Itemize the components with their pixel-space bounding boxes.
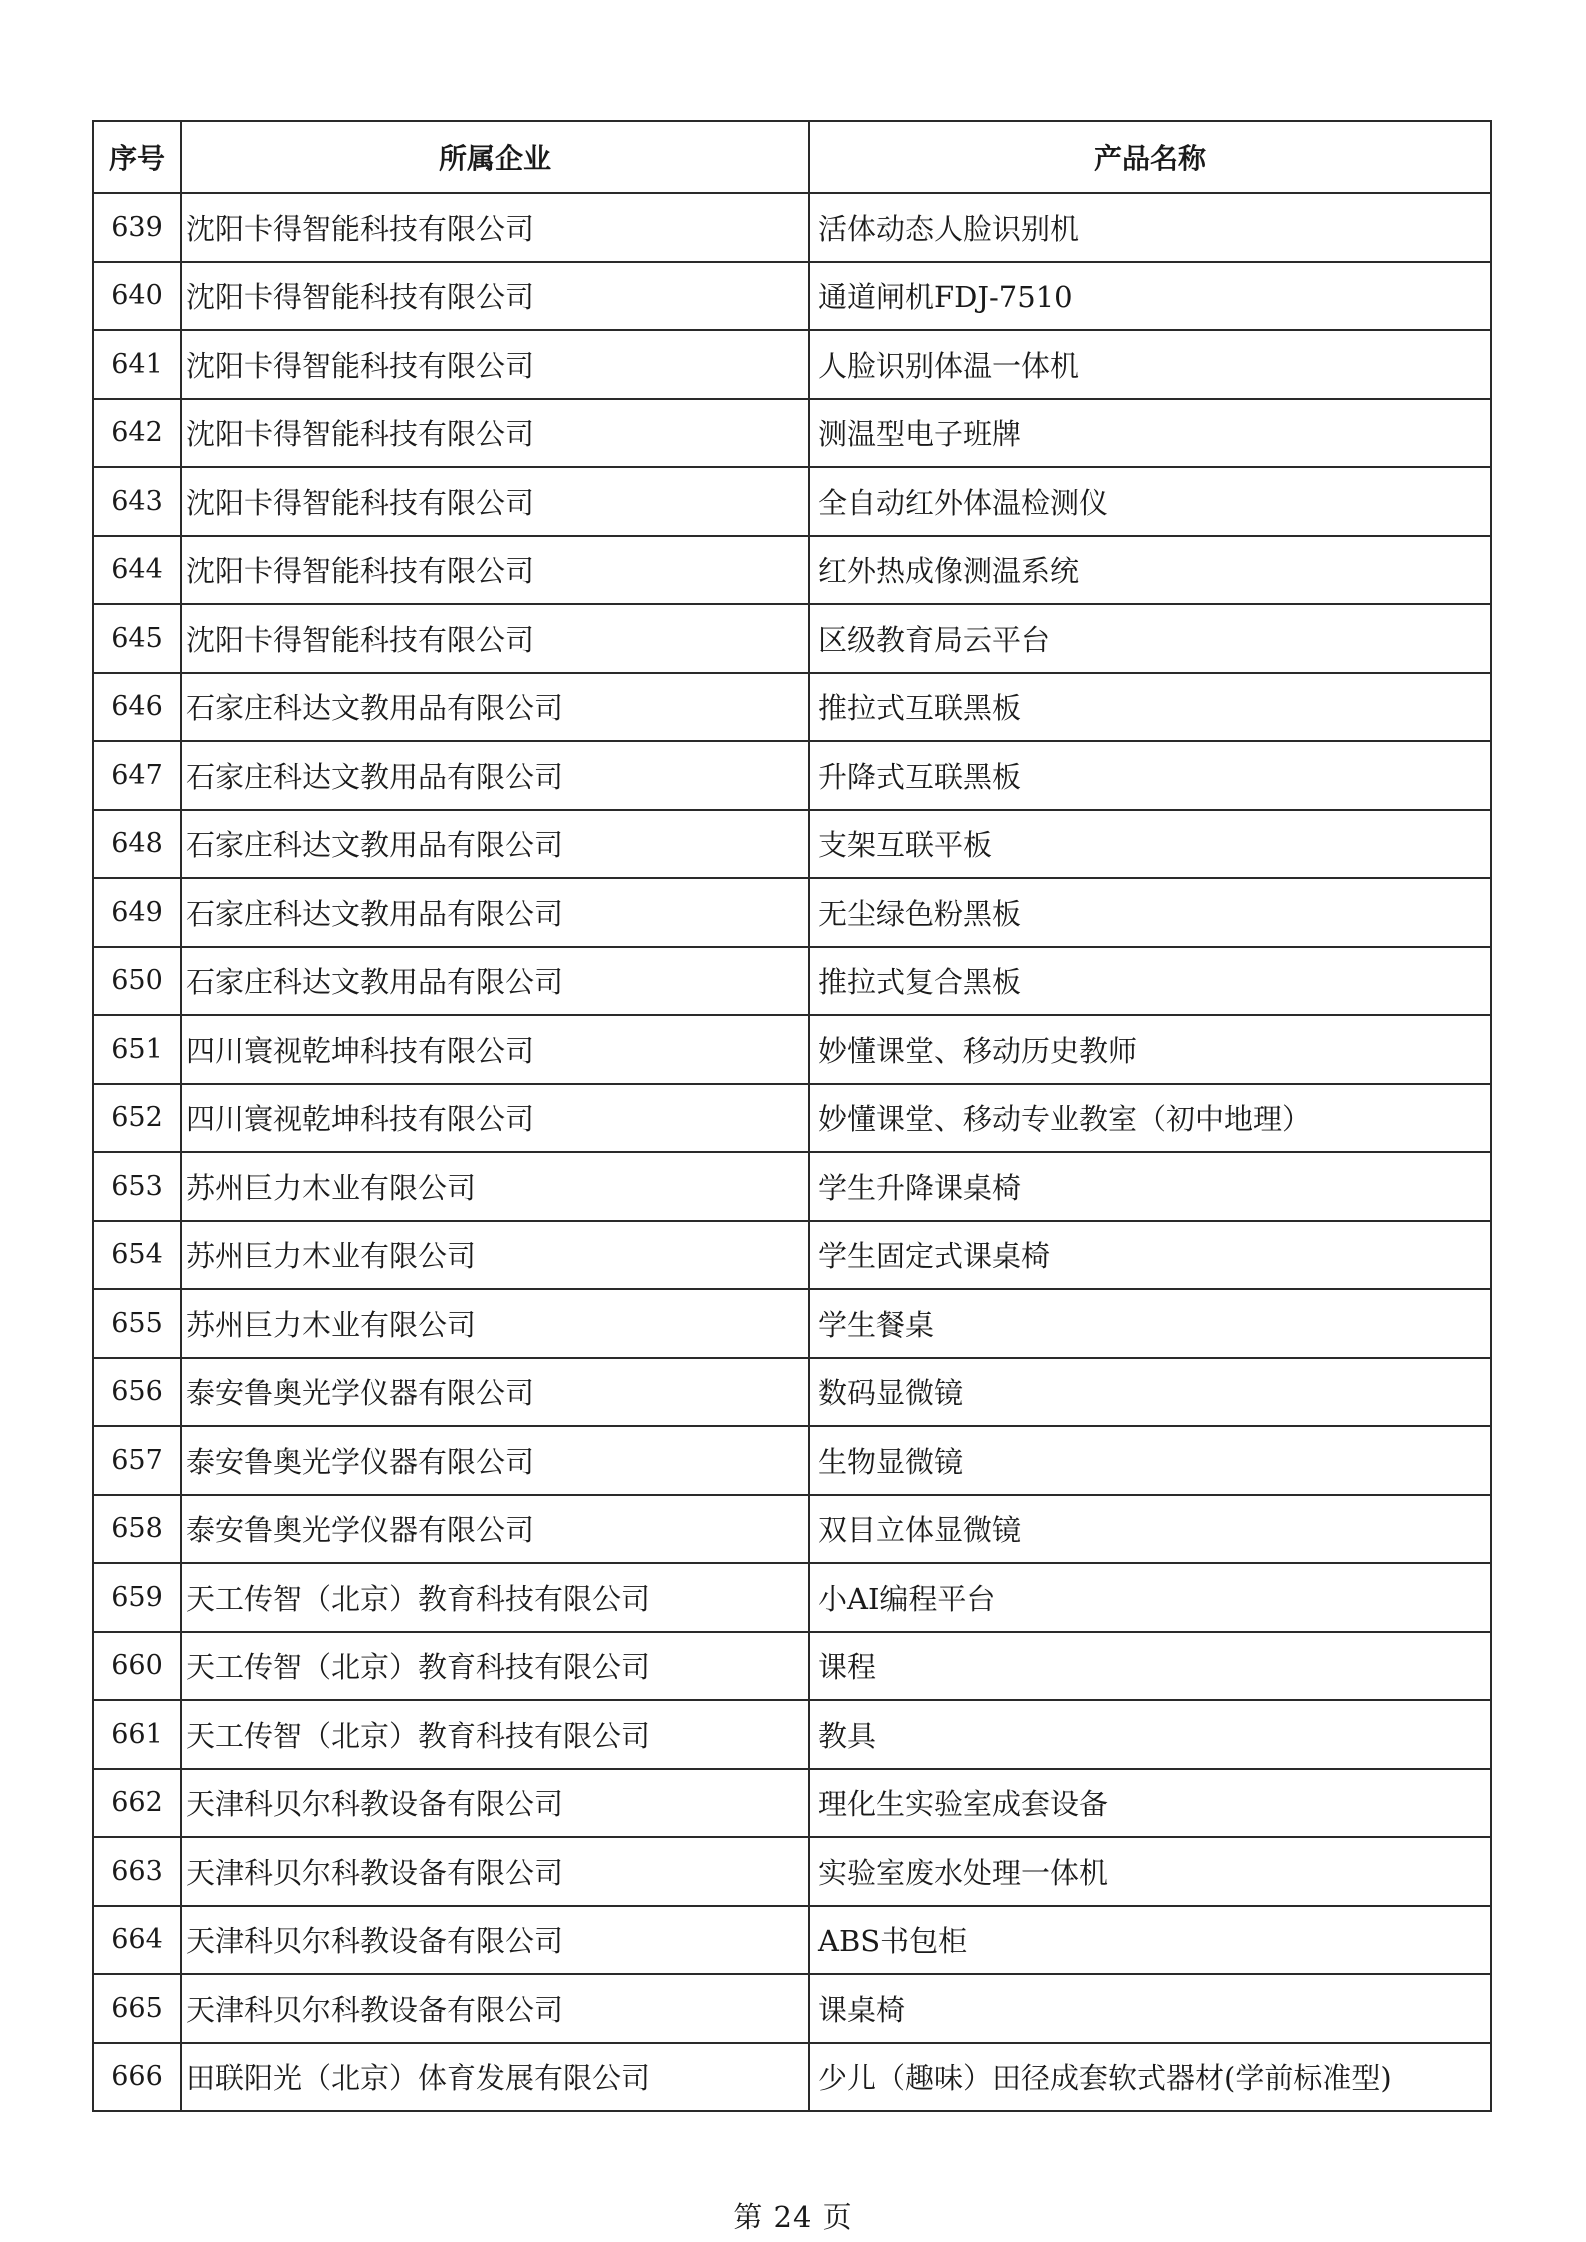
- product-list-table: [92, 120, 1492, 2112]
- row-company: 石家庄科达文教用品有限公司: [181, 878, 809, 947]
- row-product-name: 测温型电子班牌: [809, 399, 1491, 468]
- table-row: [93, 2043, 1491, 2112]
- row-product-name: 数码显微镜: [809, 1358, 1491, 1427]
- row-product-name: ABS书包柜: [809, 1906, 1491, 1975]
- row-serial-number: 639: [93, 193, 181, 262]
- row-product-name: 区级教育局云平台: [809, 604, 1491, 673]
- table-row: [93, 604, 1491, 673]
- row-company: 天工传智（北京）教育科技有限公司: [181, 1563, 809, 1632]
- row-serial-number: 646: [93, 673, 181, 742]
- row-product-name: 少儿（趣味）田径成套软式器材(学前标准型): [809, 2043, 1491, 2112]
- row-product-name: 推拉式复合黑板: [809, 947, 1491, 1016]
- table-row: [93, 1221, 1491, 1290]
- row-product-name: 妙懂课堂、移动历史教师: [809, 1015, 1491, 1084]
- row-serial-number: 663: [93, 1837, 181, 1906]
- row-serial-number: 642: [93, 399, 181, 468]
- table-row: [93, 1632, 1491, 1701]
- header-row: [93, 121, 1491, 193]
- table-row: [93, 741, 1491, 810]
- row-company: 田联阳光（北京）体育发展有限公司: [181, 2043, 809, 2112]
- row-company: 沈阳卡得智能科技有限公司: [181, 193, 809, 262]
- row-company: 沈阳卡得智能科技有限公司: [181, 399, 809, 468]
- row-product-name: 升降式互联黑板: [809, 741, 1491, 810]
- row-company: 泰安鲁奥光学仪器有限公司: [181, 1426, 809, 1495]
- row-company: 天工传智（北京）教育科技有限公司: [181, 1700, 809, 1769]
- row-product-name: 学生升降课桌椅: [809, 1152, 1491, 1221]
- table-row: [93, 1769, 1491, 1838]
- row-company: 泰安鲁奥光学仪器有限公司: [181, 1495, 809, 1564]
- table-row: [93, 878, 1491, 947]
- row-company: 石家庄科达文教用品有限公司: [181, 741, 809, 810]
- row-serial-number: 656: [93, 1358, 181, 1427]
- row-product-name: 课程: [809, 1632, 1491, 1701]
- row-product-name: 学生固定式课桌椅: [809, 1221, 1491, 1290]
- row-serial-number: 662: [93, 1769, 181, 1838]
- row-product-name: 课桌椅: [809, 1974, 1491, 2043]
- row-serial-number: 645: [93, 604, 181, 673]
- row-company: 石家庄科达文教用品有限公司: [181, 810, 809, 879]
- table-row: [93, 536, 1491, 605]
- row-company: 四川寰视乾坤科技有限公司: [181, 1084, 809, 1153]
- row-product-name: 小AI编程平台: [809, 1563, 1491, 1632]
- row-product-name: 学生餐桌: [809, 1289, 1491, 1358]
- row-serial-number: 660: [93, 1632, 181, 1701]
- table-row: [93, 1495, 1491, 1564]
- table-row: [93, 1084, 1491, 1153]
- row-serial-number: 657: [93, 1426, 181, 1495]
- table-body: [93, 193, 1491, 2111]
- table-row: [93, 810, 1491, 879]
- table-row: [93, 1563, 1491, 1632]
- page-number: 第 24 页: [733, 2200, 853, 2234]
- table-row: [93, 1426, 1491, 1495]
- table-row: [93, 399, 1491, 468]
- row-product-name: 生物显微镜: [809, 1426, 1491, 1495]
- row-product-name: 实验室废水处理一体机: [809, 1837, 1491, 1906]
- header-company: 所属企业: [181, 121, 809, 193]
- table-row: [93, 193, 1491, 262]
- row-company: 四川寰视乾坤科技有限公司: [181, 1015, 809, 1084]
- row-serial-number: 640: [93, 262, 181, 331]
- table-row: [93, 467, 1491, 536]
- row-company: 沈阳卡得智能科技有限公司: [181, 262, 809, 331]
- row-serial-number: 648: [93, 810, 181, 879]
- row-serial-number: 644: [93, 536, 181, 605]
- row-product-name: 通道闸机FDJ-7510: [809, 262, 1491, 331]
- row-company: 石家庄科达文教用品有限公司: [181, 947, 809, 1016]
- row-serial-number: 647: [93, 741, 181, 810]
- table-row: [93, 1289, 1491, 1358]
- header-product-name: 产品名称: [809, 121, 1491, 193]
- table-row: [93, 1152, 1491, 1221]
- row-company: 天津科贝尔科教设备有限公司: [181, 1974, 809, 2043]
- row-serial-number: 643: [93, 467, 181, 536]
- row-company: 天津科贝尔科教设备有限公司: [181, 1769, 809, 1838]
- table-row: [93, 330, 1491, 399]
- row-product-name: 理化生实验室成套设备: [809, 1769, 1491, 1838]
- row-serial-number: 649: [93, 878, 181, 947]
- table-row: [93, 673, 1491, 742]
- row-product-name: 全自动红外体温检测仪: [809, 467, 1491, 536]
- row-serial-number: 661: [93, 1700, 181, 1769]
- row-company: 天工传智（北京）教育科技有限公司: [181, 1632, 809, 1701]
- row-serial-number: 666: [93, 2043, 181, 2112]
- row-serial-number: 654: [93, 1221, 181, 1290]
- table-row: [93, 1015, 1491, 1084]
- row-serial-number: 665: [93, 1974, 181, 2043]
- row-company: 泰安鲁奥光学仪器有限公司: [181, 1358, 809, 1427]
- row-product-name: 支架互联平板: [809, 810, 1491, 879]
- row-serial-number: 641: [93, 330, 181, 399]
- row-company: 沈阳卡得智能科技有限公司: [181, 330, 809, 399]
- table-row: [93, 947, 1491, 1016]
- row-serial-number: 653: [93, 1152, 181, 1221]
- row-company: 苏州巨力木业有限公司: [181, 1152, 809, 1221]
- table-row: [93, 262, 1491, 331]
- row-serial-number: 650: [93, 947, 181, 1016]
- row-product-name: 活体动态人脸识别机: [809, 193, 1491, 262]
- row-company: 沈阳卡得智能科技有限公司: [181, 467, 809, 536]
- row-serial-number: 655: [93, 1289, 181, 1358]
- row-company: 沈阳卡得智能科技有限公司: [181, 536, 809, 605]
- row-company: 沈阳卡得智能科技有限公司: [181, 604, 809, 673]
- row-company: 苏州巨力木业有限公司: [181, 1221, 809, 1290]
- row-product-name: 红外热成像测温系统: [809, 536, 1491, 605]
- table-row: [93, 1974, 1491, 2043]
- row-company: 天津科贝尔科教设备有限公司: [181, 1906, 809, 1975]
- row-product-name: 推拉式互联黑板: [809, 673, 1491, 742]
- table-row: [93, 1700, 1491, 1769]
- row-serial-number: 652: [93, 1084, 181, 1153]
- header-serial-number: 序号: [93, 121, 181, 193]
- row-serial-number: 664: [93, 1906, 181, 1975]
- row-product-name: 妙懂课堂、移动专业教室（初中地理）: [809, 1084, 1491, 1153]
- table-row: [93, 1837, 1491, 1906]
- row-product-name: 无尘绿色粉黑板: [809, 878, 1491, 947]
- row-company: 天津科贝尔科教设备有限公司: [181, 1837, 809, 1906]
- row-product-name: 人脸识别体温一体机: [809, 330, 1491, 399]
- row-company: 石家庄科达文教用品有限公司: [181, 673, 809, 742]
- row-serial-number: 651: [93, 1015, 181, 1084]
- row-serial-number: 658: [93, 1495, 181, 1564]
- row-company: 苏州巨力木业有限公司: [181, 1289, 809, 1358]
- row-product-name: 教具: [809, 1700, 1491, 1769]
- row-serial-number: 659: [93, 1563, 181, 1632]
- table-row: [93, 1358, 1491, 1427]
- table-header: [93, 121, 1491, 193]
- row-product-name: 双目立体显微镜: [809, 1495, 1491, 1564]
- table-row: [93, 1906, 1491, 1975]
